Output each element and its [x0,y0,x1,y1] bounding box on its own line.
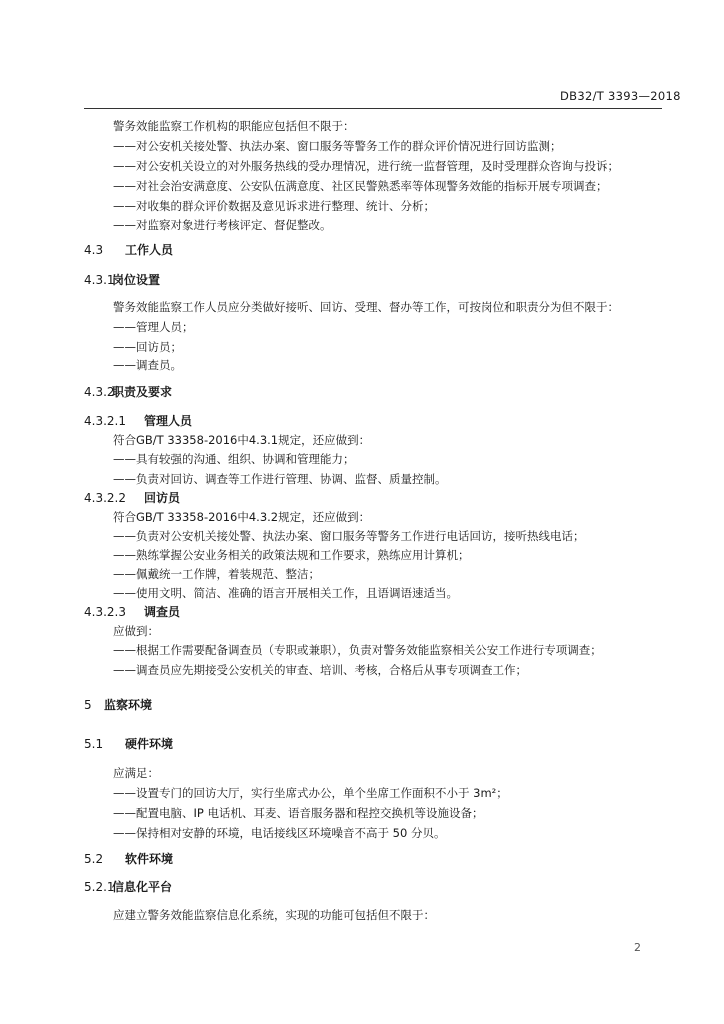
list-item: ——使用文明、简洁、准确的语言开展相关工作，且语调语速适当。 [113,586,458,600]
section-title: 职责及要求 [112,385,173,399]
list-item: ——熟练掌握公安业务相关的政策法规和工作要求，熟练应用计算机； [113,548,470,562]
section-heading-4-3 [84,242,173,258]
list-item: ——设置专门的回访大厅，实行坐席式办公，单个坐席工作面积不小于 3m²； [113,786,508,800]
section-heading-5-2 [84,851,173,867]
section-number: 5.2.1 [84,880,115,894]
paragraph: 符合GB/T 33358-2016中4.3.1规定，还应做到： [113,433,371,447]
section-heading-4-3-2 [84,384,172,400]
section-number: 5.1 [84,737,104,751]
section-heading-4-3-2-1 [84,413,192,429]
paragraph: 应建立警务效能监察信息化系统，实现的功能可包括但不限于： [113,908,435,922]
section-title: 调查员 [144,605,181,619]
list-item: ——调查员应先期接受公安机关的审查、培训、考核，合格后从事专项调查工作； [113,663,527,677]
intro-lead: 警务效能监察工作机构的职能应包括但不限于： [113,119,355,133]
section-heading-4-3-2-2 [84,490,180,506]
section-title: 回访员 [144,491,181,505]
list-item: ——管理人员； [113,320,194,334]
section-title: 岗位设置 [112,273,161,287]
section-heading-5 [84,697,152,713]
list-item: ——对监察对象进行考核评定、督促整改。 [113,218,332,232]
list-item: ——负责对回访、调查等工作进行管理、协调、监督、质量控制。 [113,472,447,486]
section-title: 信息化平台 [112,880,173,894]
section-number: 4.3.2 [84,385,115,399]
list-item: ——保持相对安静的环境，电话接线区环境噪音不高于 50 分贝。 [113,826,446,840]
list-item: ——具有较强的沟通、组织、协调和管理能力； [113,452,355,466]
section-number: 4.3 [84,243,104,257]
paragraph: 符合GB/T 33358-2016中4.3.2规定，还应做到： [113,510,371,524]
list-item: ——调查员。 [113,358,182,372]
paragraph: 应满足： [113,766,159,780]
paragraph: 警务效能监察工作人员应分类做好接听、回访、受理、督办等工作，可按岗位和职责分为但不限于： [113,300,619,314]
section-number: 4.3.2.3 [84,605,126,619]
list-item: ——根据工作需要配备调查员（专职或兼职），负责对警务效能监察相关公安工作进行专项调查； [113,643,602,657]
list-item: ——回访员； [113,340,182,354]
section-number: 5.2 [84,852,104,866]
paragraph: 应做到： [113,624,159,638]
section-title: 工作人员 [125,243,174,257]
list-item: ——对收集的群众评价数据及意见诉求进行整理、统计、分析； [113,199,435,213]
list-item: ——配置电脑、IP 电话机、耳麦、语音服务器和程控交换机等设施设备； [113,806,484,820]
section-heading-5-2-1 [84,879,172,895]
list-item: ——对公安机关设立的对外服务热线的受办理情况，进行统一监督管理，及时受理群众咨询与投诉； [113,159,619,173]
section-title: 硬件环境 [125,737,174,751]
section-title: 软件环境 [125,852,174,866]
page-number: 2 [634,941,641,954]
section-heading-5-1 [84,736,173,752]
section-number: 5 [84,698,92,712]
document-code-header: DB32/T 3393—2018 [560,89,681,103]
section-number: 4.3.1 [84,273,115,287]
list-item: ——对公安机关接处警、执法办案、窗口服务等警务工作的群众评价情况进行回访监测； [113,139,562,153]
section-title: 管理人员 [144,414,193,428]
list-item: ——对社会治安满意度、公安队伍满意度、社区民警熟悉率等体现警务效能的指标开展专项调查； [113,179,608,193]
list-item: ——负责对公安机关接处警、执法办案、窗口服务等警务工作进行电话回访，接听热线电话； [113,529,585,543]
section-title: 监察环境 [104,698,153,712]
section-heading-4-3-2-3 [84,604,180,620]
list-item: ——佩戴统一工作牌，着装规范、整洁； [113,567,320,581]
section-number: 4.3.2.2 [84,491,126,505]
section-number: 4.3.2.1 [84,414,126,428]
section-heading-4-3-1 [84,272,160,288]
header-divider [84,108,662,109]
